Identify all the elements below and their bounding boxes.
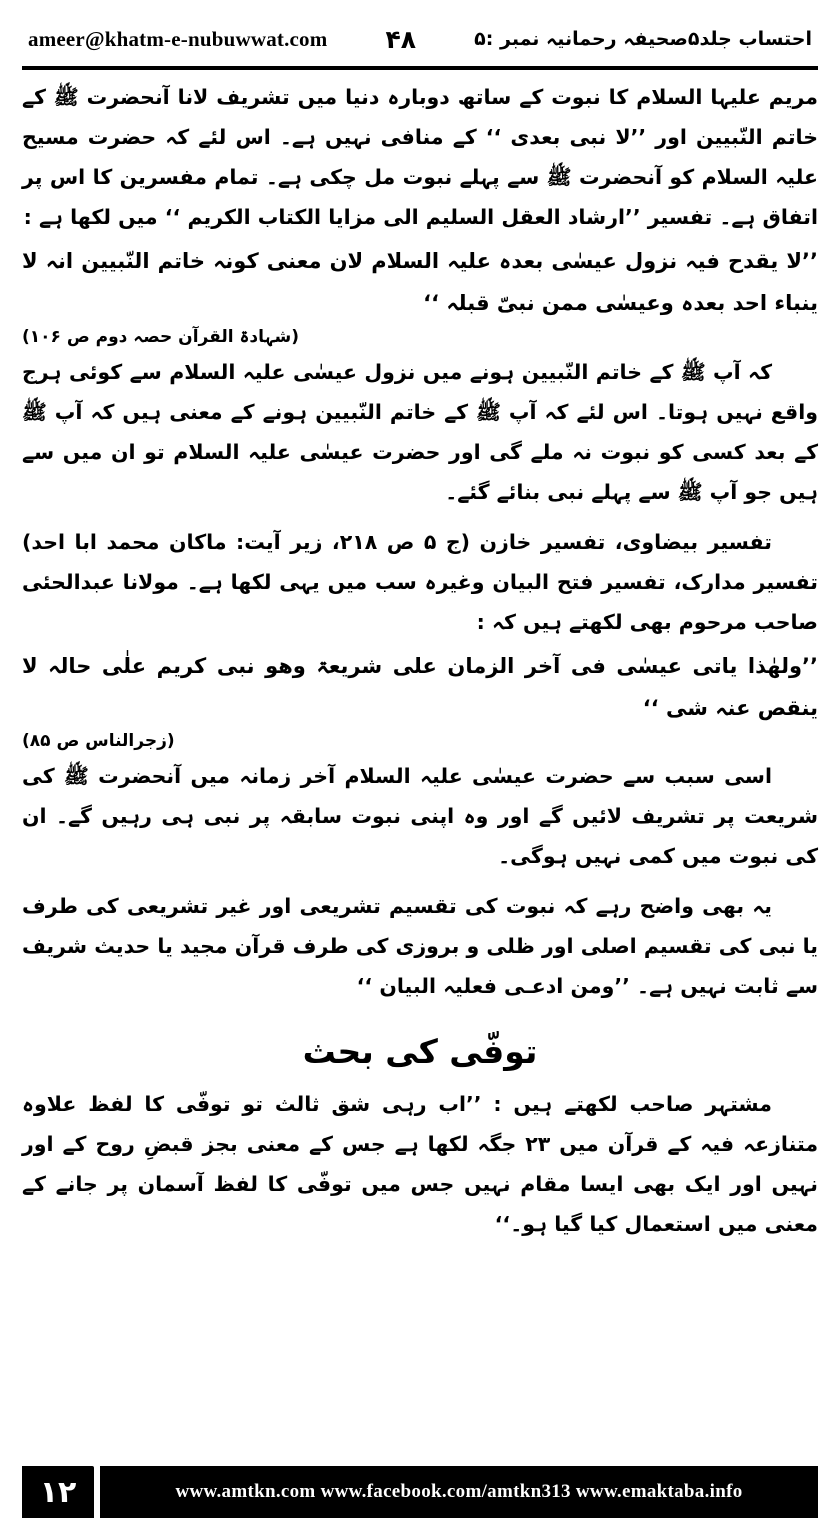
footer-links-text[interactable]: www.amtkn.com www.facebook.com/amtkn313 www.emaktaba.info	[175, 1481, 743, 1502]
page-body	[22, 78, 818, 1420]
arabic-quote-2: ’’ولھٰذا یاتی عیسٰی فی آخر الزمان علی شریعۃ وھو نبی کریم علٰی حالہ لا ینقص عنہ شی ‘‘	[22, 653, 818, 720]
paragraph-1: مریم علیہا السلام کا نبوت کے ساتھ دوبارہ دنیا میں تشریف لانا آنحضرت ﷺ کے خاتم النّبیین اور ’’لا نبی بعدی ‘‘ کے منافی نہیں ہے۔ اس لئے کہ حضرت مسیح علیہ السلام کو آنحضرت ﷺ سے پہلے نبوت مل چکی ہے۔ تمام مفسرین کا اس پر اتفاق ہے۔ تفسیر ’’ارشاد العقل السلیم الی مزایا الکتاب الکریم ‘‘ میں لکھا ہے :	[22, 85, 818, 229]
book-title-header: احتساب جلد۵صحیفہ رحمانیہ نمبر :۵	[474, 28, 812, 50]
page-header	[28, 18, 812, 60]
email-header: ameer@khatm-e-nubuwwat.com	[28, 26, 328, 51]
top-page-number: ۴۸	[385, 24, 417, 54]
paragraph-4: اسی سبب سے حضرت عیسٰی علیہ السلام آخر زمانہ میں آنحضرت ﷺ کی شریعت پر تشریف لائیں گے اور وہ اپنی نبوت سابقہ پر نبی ہی رہیں گے۔ ان کی نبوت میں کمی نہیں ہوگی۔	[22, 763, 818, 868]
arabic-quote-1: ’’لا یقدح فیہ نزول عیسٰی بعدہ علیہ السلام لان معنی کونہ خاتم النّبیین انہ لا ینباء احد بعدہ وعیسٰی ممن نبیّ قبلہ ‘‘	[22, 248, 818, 315]
paragraph-3: تفسیر بیضاوی، تفسیر خازن (ج ۵ ص ۲۱۸، زیر آیت: ماکان محمد ابا احد) تفسیر مدارک، تفسیر فتح البیان وغیرہ سب میں یہی لکھا ہے۔ مولانا عبدالحئی صاحب مرحوم بھی لکھتے ہیں کہ :	[22, 529, 818, 634]
citation-2: (زجرالناس ص ۸۵)	[22, 730, 175, 751]
footer-links-bar	[100, 1466, 818, 1518]
paragraph-2: کہ آپ ﷺ کے خاتم النّبیین ہونے میں نزول عیسٰی علیہ السلام سے کوئی ہرج واقع نہیں ہوتا۔ اس لئے کہ آپ ﷺ کے خاتم النّبیین ہونے کے معنی ہیں کہ آپ ﷺ کے بعد کسی کو نبوت نہ ملے گی اور حضرت عیسٰی علیہ السلام تو ان میں سے ہیں جو آپ ﷺ سے پہلے نبی بنائے گئے۔	[22, 359, 818, 504]
paragraph-6: مشتہر صاحب لکھتے ہیں : ’’اب رہی شق ثالث تو توفّی کا لفظ علاوہ متنازعہ فیہ کے قرآن میں ۲۳ جگہ لکھا ہے جس کے معنی بجز قبضِ روح کے اور نہیں اور ایک بھی ایسا مقام نہیں جس میں توفّی کا لفظ آسمان پر جانے کے معنی میں استعمال کیا گیا ہو۔‘‘	[22, 1092, 819, 1237]
section-heading: توفّی کی بحث	[302, 1032, 538, 1072]
paragraph-5: یہ بھی واضح رہے کہ نبوت کی تقسیم تشریعی اور غیر تشریعی کی طرف یا نبی کی تقسیم اصلی اور ظلی و بروزی کی طرف قرآن مجید یا حدیث شریف سے ثابت نہیں ہے۔ ’’ومن ادعـی فعلیہ البیان ‘‘	[22, 893, 818, 998]
header-divider	[22, 66, 818, 70]
citation-1: (شہادۃ القرآن حصہ دوم ص ۱۰۶)	[22, 326, 299, 347]
page-footer	[22, 1466, 818, 1518]
page-number-badge: ۱۲	[22, 1466, 94, 1518]
